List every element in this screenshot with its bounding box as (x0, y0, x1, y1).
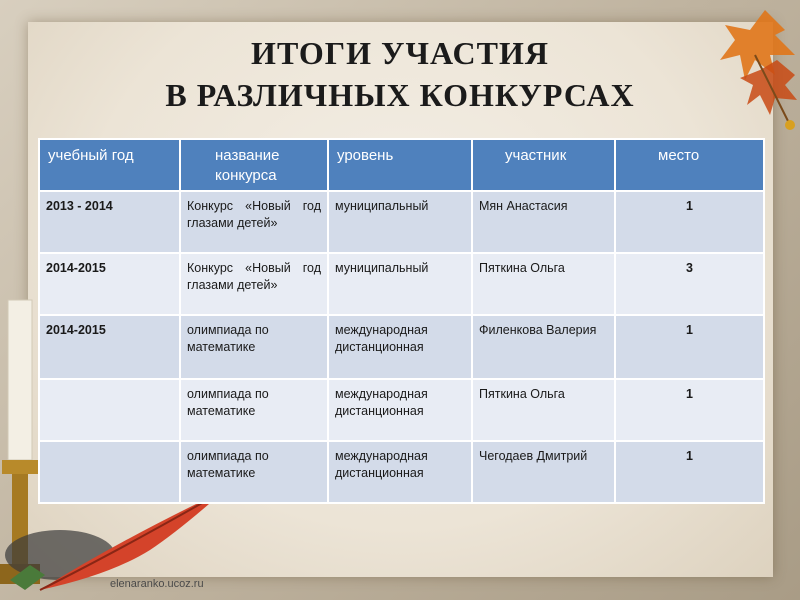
cell-place: 1 (615, 191, 764, 253)
column-header-contest: название конкурса (180, 139, 328, 191)
cell-participant: Филенкова Валерия (472, 315, 615, 379)
results-table (38, 138, 765, 504)
cell-participant: Пяткина Ольга (472, 253, 615, 315)
column-header-place: место (615, 139, 764, 191)
cell-contest: олимпиада по математике (180, 441, 328, 503)
column-header-year: учебный год (39, 139, 180, 191)
cell-year (39, 441, 180, 503)
cell-contest: Конкурс «Новый год глазами детей» (180, 253, 328, 315)
cell-contest: олимпиада по математике (180, 315, 328, 379)
table-row (39, 315, 764, 379)
cell-place: 1 (615, 379, 764, 441)
title-line-1: ИТОГИ УЧАСТИЯ (251, 35, 549, 71)
cell-participant: Мян Анастасия (472, 191, 615, 253)
cell-year: 2014-2015 (39, 315, 180, 379)
cell-level: муниципальный (328, 191, 472, 253)
cell-contest: Конкурс «Новый год глазами детей» (180, 191, 328, 253)
table-header-row (39, 139, 764, 191)
cell-participant: Чегодаев Дмитрий (472, 441, 615, 503)
column-header-level: уровень (328, 139, 472, 191)
cell-level: муниципальный (328, 253, 472, 315)
table-row (39, 253, 764, 315)
title-line-2: В РАЗЛИЧНЫХ КОНКУРСАХ (165, 77, 635, 113)
cell-level: международная дистанционная (328, 379, 472, 441)
cell-participant: Пяткина Ольга (472, 379, 615, 441)
page-title (0, 32, 800, 116)
cell-place: 1 (615, 441, 764, 503)
table-row (39, 191, 764, 253)
cell-place: 1 (615, 315, 764, 379)
table-row (39, 441, 764, 503)
cell-year: 2013 - 2014 (39, 191, 180, 253)
column-header-participant: участник (472, 139, 615, 191)
cell-level: международная дистанционная (328, 441, 472, 503)
cell-contest: олимпиада по математике (180, 379, 328, 441)
site-watermark: elenaranko.ucoz.ru (110, 578, 204, 590)
table-row (39, 379, 764, 441)
cell-year (39, 379, 180, 441)
cell-level: международная дистанционная (328, 315, 472, 379)
cell-place: 3 (615, 253, 764, 315)
cell-year: 2014-2015 (39, 253, 180, 315)
